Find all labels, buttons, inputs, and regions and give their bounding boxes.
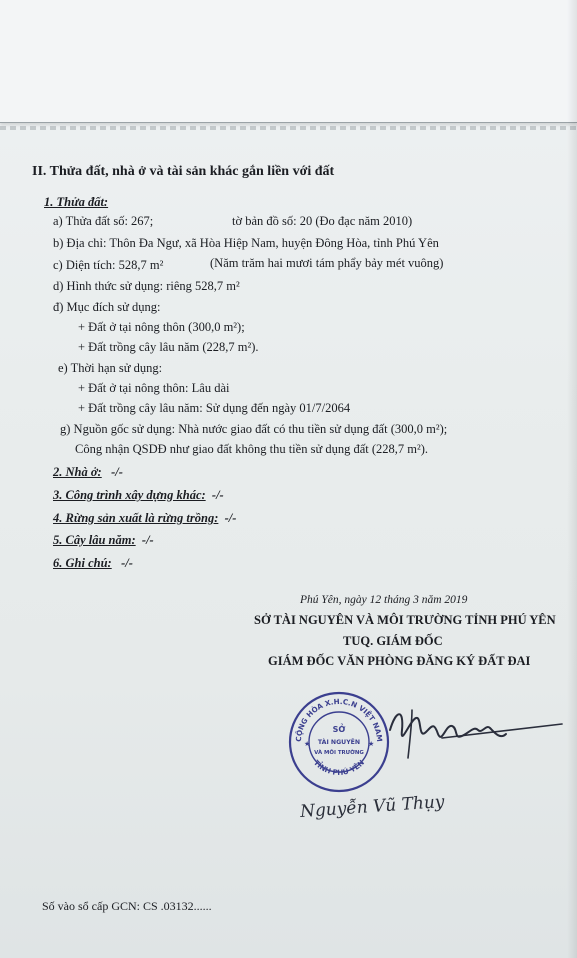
office-title: GIÁM ĐỐC VĂN PHÒNG ĐĂNG KÝ ĐẤT ĐAI (268, 654, 531, 668)
area: c) Diện tích: 528,7 m² (53, 258, 164, 272)
seal-star-right: ★ (368, 740, 375, 748)
perennial-trees-value: -/- (141, 533, 154, 547)
purpose-perennial: + Đất trồng cây lâu năm (228,7 m²). (78, 340, 259, 354)
scan-shadow-edge (567, 0, 577, 958)
date-line: Phú Yên, ngày 12 tháng 3 năm 2019 (300, 594, 468, 606)
perforation-divider (0, 126, 577, 130)
seal-line-1: SỞ (332, 725, 346, 734)
planted-forest-value: -/- (224, 511, 237, 525)
usage-form: d) Hình thức sử dụng: riêng 528,7 m² (53, 279, 240, 293)
registry-number: Số vào sổ cấp GCN: CS .03132...... (42, 899, 212, 913)
parcel-number: a) Thửa đất số: 267; (53, 214, 154, 228)
area-in-words: (Năm trăm hai mươi tám phẩy bảy mét vuông) (210, 256, 444, 270)
seal-outer-bottom: TỈNH PHÚ YÊN (311, 758, 367, 778)
term-label: e) Thời hạn sử dụng: (58, 361, 163, 375)
seal-star-left: ★ (304, 740, 311, 748)
house-value: -/- (111, 465, 123, 479)
purpose-label: đ) Mục đích sử dụng: (53, 300, 161, 314)
perennial-trees-label: 5. Cây lâu năm: -/- (53, 533, 154, 547)
purpose-residential: + Đất ở tại nông thôn (300,0 m²); (78, 320, 245, 334)
house-label: 2. Nhà ở: -/- (53, 465, 123, 479)
map-sheet: tờ bản đồ số: 20 (Đo đạc năm 2010) (232, 214, 413, 228)
other-construction-label: 3. Công trình xây dựng khác: -/- (53, 488, 224, 502)
blank-top-margin (0, 0, 577, 123)
notes-label: 6. Ghi chú: -/- (53, 556, 133, 570)
seal-line-3: VÀ MÔI TRƯỜNG (314, 750, 364, 756)
seal-line-2: TÀI NGUYÊN (317, 739, 361, 746)
signer-name: Nguyễn Vũ Thụy (299, 791, 446, 823)
agency-name: SỞ TÀI NGUYÊN VÀ MÔI TRƯỜNG TỈNH PHÚ YÊN (254, 613, 556, 627)
official-seal (287, 690, 391, 794)
handwritten-signature (382, 700, 567, 770)
origin-line-1: g) Nguồn gốc sử dụng: Nhà nước giao đất có thu tiền sử dụng đất (300,0 m²); (60, 422, 448, 436)
term-perennial: + Đất trồng cây lâu năm: Sử dụng đến ngày 01/7/2064 (78, 401, 351, 415)
other-construction-value: -/- (211, 488, 224, 502)
address: b) Địa chỉ: Thôn Đa Ngư, xã Hòa Hiệp Nam, huyện Đông Hòa, tỉnh Phú Yên (53, 236, 439, 250)
notes-value: -/- (121, 556, 133, 570)
land-heading: 1. Thửa đất: (44, 195, 109, 209)
origin-line-2: Công nhận QSDĐ như giao đất không thu tiền sử dụng đất (228,7 m²). (75, 442, 429, 456)
seal-outer-top: CỘNG HÒA X.H.C.N VIỆT NAM (293, 696, 385, 743)
planted-forest-label: 4. Rừng sản xuất là rừng trồng: -/- (53, 511, 237, 525)
svg-text:TỈNH PHÚ YÊN (312, 758, 366, 777)
section-title: II. Thửa đất, nhà ở và tài sản khác gắn liền với đất (32, 164, 335, 179)
authorization: TUQ. GIÁM ĐỐC (343, 634, 443, 648)
term-residential: + Đất ở tại nông thôn: Lâu dài (78, 381, 230, 395)
